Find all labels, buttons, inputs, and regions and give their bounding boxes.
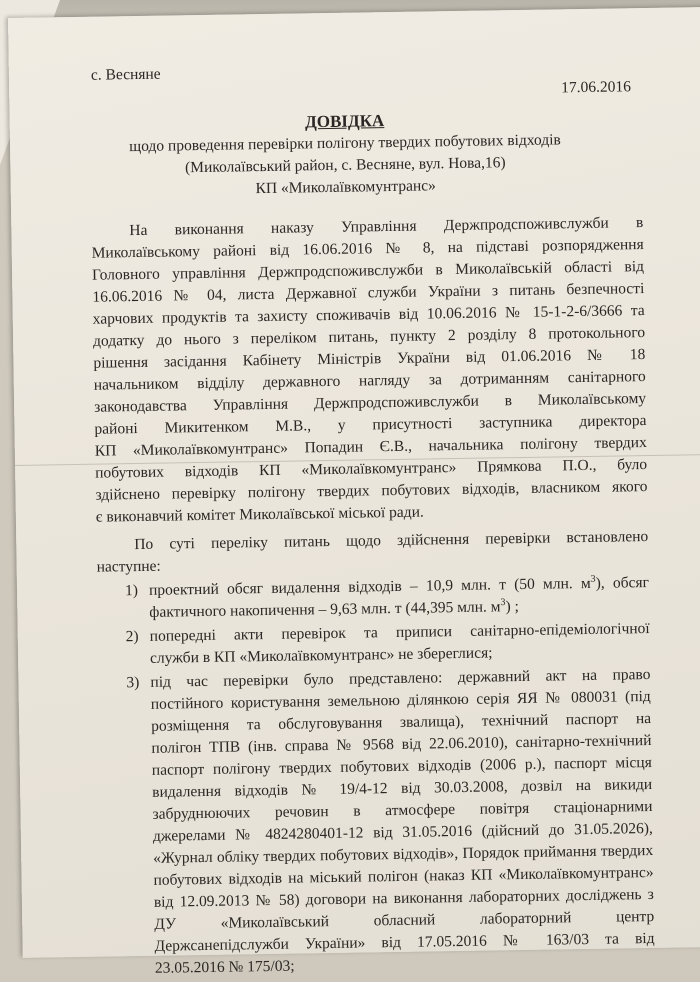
list-item-text: попередні акти перевірок та приписи санітарно-епідеміологічної (149, 619, 650, 645)
list-item-text: побутових відходів на міський полігон (наказ КП «Миколаївкомунтранс» (153, 863, 654, 889)
document-address: (Миколаївський район, с. Весняне, вул. Нова,16) (184, 154, 506, 177)
paragraph-line: законодавства Управління Держпродспоживслужби в Миколаївському (93, 390, 647, 416)
list-item-text: розміщення та обслуговування звалища), технічний паспорт на (151, 709, 652, 735)
list-item-text: паспорт полігону твердих побутових відходів (2006 р.), паспорт місця (151, 753, 652, 779)
village-name: с. Весняне (90, 65, 161, 84)
list-item-text: ДУ «Миколаївський обласний лабораторний центр (154, 907, 655, 933)
paragraph-line: Головного управління Держпродспоживслужби в Миколаївській області від (91, 258, 645, 284)
list-item-text: забруднюючих речовин в атмосфере повітря стаціонарними (152, 797, 653, 823)
paragraph-line: районі Микитенком М.В., у присутності заступника директора (94, 412, 647, 438)
paragraph-line: харчових продуктів та захисту споживачів від 10.06.2016 № 15-1-2-6/3666 та (92, 302, 645, 328)
document-organization: КП «Миколаївкомунтранс» (255, 177, 436, 198)
paragraph-line: є виконавчий комітет Миколаївської міської ради. (95, 503, 424, 526)
document-date: 17.06.2016 (561, 78, 632, 97)
superscript: 3 (590, 573, 596, 585)
paragraph-line: 16.06.2016 № 04, листа Державної служби України з питань безпечності (92, 280, 645, 306)
paragraph-line: На виконання наказу Управління Держпродспоживслужби в (129, 214, 644, 240)
list-item-text: фактичного накопичення – 9,63 млн. т (44,395 млн. м (149, 598, 501, 621)
document-page (8, 7, 700, 977)
list-item-text: під час перевірки було представлено: державний акт на право (150, 665, 651, 691)
paragraph-line: здійснено перевірку полігону твердих побутових відходів, власником якого (95, 478, 648, 504)
paragraph-line: рішення засідання Кабінету Міністрів України від 01.06.2016 № 18 (93, 346, 646, 372)
list-item-text: постійного користування земельною ділянкою серія ЯЯ № 080031 (під (150, 687, 651, 713)
list-item-number: 3) (126, 674, 140, 692)
paragraph-line: начальником відділу державного нагляду за дотриманням санітарного (93, 368, 646, 394)
document-title: ДОВІДКА (304, 111, 385, 132)
list-item-text: проектний обсяг видалення відходів – 10,9 млн. т (50 млн. м (148, 574, 591, 599)
list-item-text: 23.05.2016 № 175/03; (154, 957, 295, 977)
list-item-text: полігон ТПВ (інв. справа № 9568 від 22.06.2010), санітарно-технічний (151, 731, 652, 757)
list-item-text: ) ; (505, 598, 519, 616)
paragraph-line: КП «Миколаївкомунтранс» Попадин Є.В., начальника полігону твердих (94, 434, 647, 460)
list-item-text: «Журнал обліку твердих побутових відходів», Порядок приймання твердих (153, 841, 654, 867)
list-item-text: від 12.09.2013 № 58) договори на виконання лабораторних досліджень з (153, 885, 654, 911)
list-item-text: Держсанепідслужби України» від 17.05.2016 № 163/03 та від (154, 929, 655, 955)
list-item-text: джерелами № 4824280401-12 від 31.05.2016 (дійсний до 31.05.2026), (152, 819, 653, 845)
paragraph-line: додатку до нього з переліком питань, пункту 2 розділу 8 протокольного (92, 324, 646, 350)
paragraph-line: наступне: (96, 557, 161, 576)
list-item-text: ), обсяг (595, 574, 650, 592)
list-item-text: видалення відходів № 19/4-12 від 30.03.2008, дозвіл на викиди (152, 775, 653, 801)
paragraph-line: побутових відходів КП «Миколаївкомунтранс» Прямкова П.О., було (95, 456, 648, 482)
paragraph-line: Миколаївському районі від 16.06.2016 № 8, на підставі розпорядження (91, 236, 644, 262)
superscript: 3 (500, 597, 506, 609)
list-item-text: служби в КП «Миколаївкомунтранс» не збереглися; (149, 644, 493, 667)
paragraph-line: По суті переліку питань щодо здійснення перевірки встановлено (134, 528, 649, 554)
list-item-number: 2) (125, 628, 139, 646)
list-item-number: 1) (124, 582, 139, 600)
document-subtitle: щодо проведення перевірки полігону твердих побутових відходів (129, 131, 561, 156)
